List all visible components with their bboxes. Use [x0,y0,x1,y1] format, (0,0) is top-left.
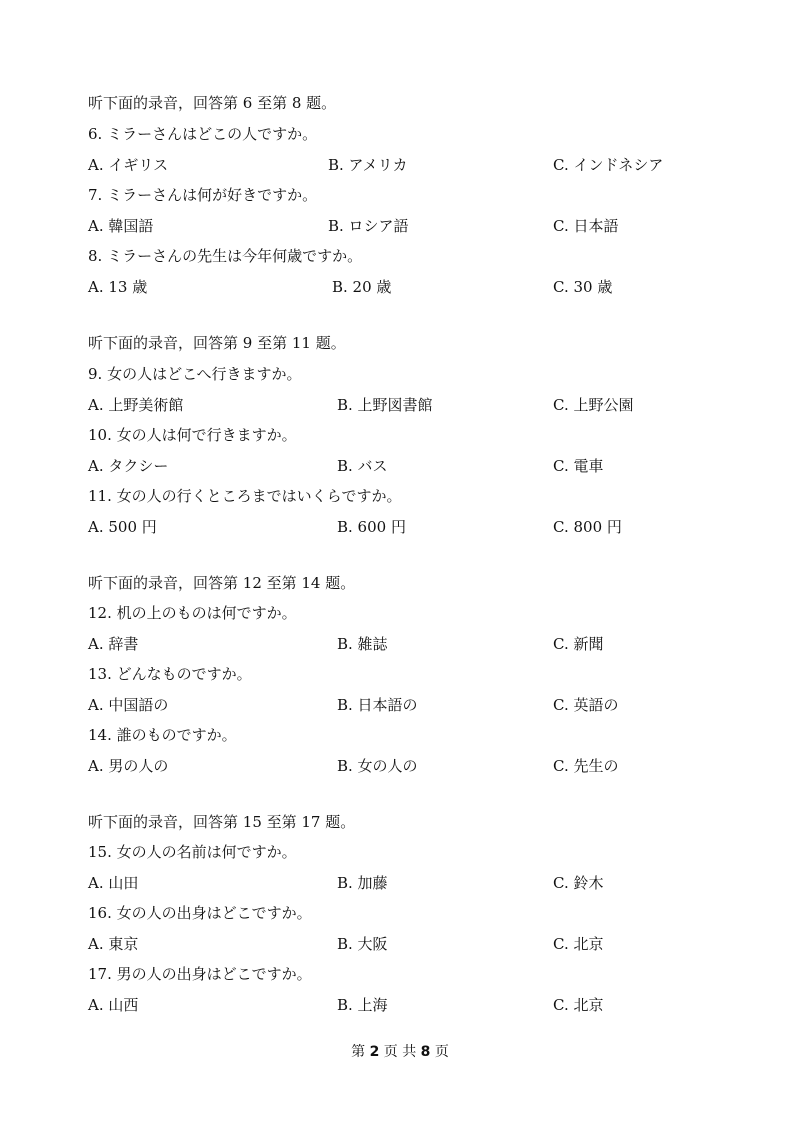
option-c: C. 上野公園 [553,396,634,414]
question-text: 11. 女の人の行くところまではいくらですか。 [88,487,402,505]
total-page-number: 8 [420,1044,431,1060]
question-text: 14. 誰のものですか。 [88,726,237,744]
option-a: A. 山西 [88,996,139,1014]
option-c: C. 北京 [553,935,604,953]
page-footer [0,1042,800,1062]
footer-middle: 页 共 [383,1044,417,1060]
option-c: C. 日本語 [553,217,619,235]
question-text: 8. ミラーさんの先生は今年何歳ですか。 [88,247,363,265]
option-a: A. 辞書 [88,635,139,653]
option-a: A. 上野美術館 [88,396,184,414]
question-text: 9. 女の人はどこへ行きますか。 [88,365,302,383]
option-c: C. 30 歳 [553,278,613,296]
option-c: C. 電車 [553,457,604,475]
option-b: B. 雑誌 [337,635,388,653]
current-page-number: 2 [369,1044,380,1060]
option-b: B. 大阪 [337,935,388,953]
option-b: B. 日本語の [337,696,418,714]
option-a: A. 中国語の [88,696,169,714]
question-text: 7. ミラーさんは何が好きですか。 [88,186,318,204]
option-c: C. 先生の [553,757,619,775]
question-text: 12. 机の上のものは何ですか。 [88,604,297,622]
option-c: C. 鈴木 [553,874,604,892]
section-heading: 听下面的录音，回答第 9 至第 11 题。 [88,334,346,352]
option-b: B. 女の人の [337,757,418,775]
option-b: B. 上海 [337,996,388,1014]
section-heading: 听下面的录音，回答第 15 至第 17 题。 [88,813,356,831]
option-b: B. 加藤 [337,874,388,892]
option-c: C. 800 円 [553,518,622,536]
option-b: B. バス [337,457,388,475]
option-c: C. 新聞 [553,635,604,653]
question-text: 16. 女の人の出身はどこですか。 [88,904,312,922]
section-heading: 听下面的录音，回答第 6 至第 8 题。 [88,94,337,112]
section-heading: 听下面的录音，回答第 12 至第 14 题。 [88,574,356,592]
option-b: B. ロシア語 [328,217,409,235]
question-text: 6. ミラーさんはどこの人ですか。 [88,125,318,143]
option-b: B. アメリカ [328,156,408,174]
footer-prefix: 第 [351,1044,366,1060]
question-text: 15. 女の人の名前は何ですか。 [88,843,297,861]
option-c: C. インドネシア [553,156,664,174]
question-text: 13. どんなものですか。 [88,665,252,683]
option-a: A. イギリス [88,156,169,174]
option-a: A. 13 歳 [88,278,148,296]
option-b: B. 上野図書館 [337,396,433,414]
option-a: A. 山田 [88,874,139,892]
question-text: 10. 女の人は何で行きますか。 [88,426,297,444]
question-text: 17. 男の人の出身はどこですか。 [88,965,312,983]
option-c: C. 北京 [553,996,604,1014]
footer-suffix: 页 [434,1044,449,1060]
option-a: A. 東京 [88,935,139,953]
option-c: C. 英語の [553,696,619,714]
option-b: B. 600 円 [337,518,406,536]
option-a: A. タクシー [88,457,169,475]
option-a: A. 韓国語 [88,217,154,235]
option-a: A. 500 円 [88,518,157,536]
option-a: A. 男の人の [88,757,169,775]
option-b: B. 20 歳 [332,278,392,296]
